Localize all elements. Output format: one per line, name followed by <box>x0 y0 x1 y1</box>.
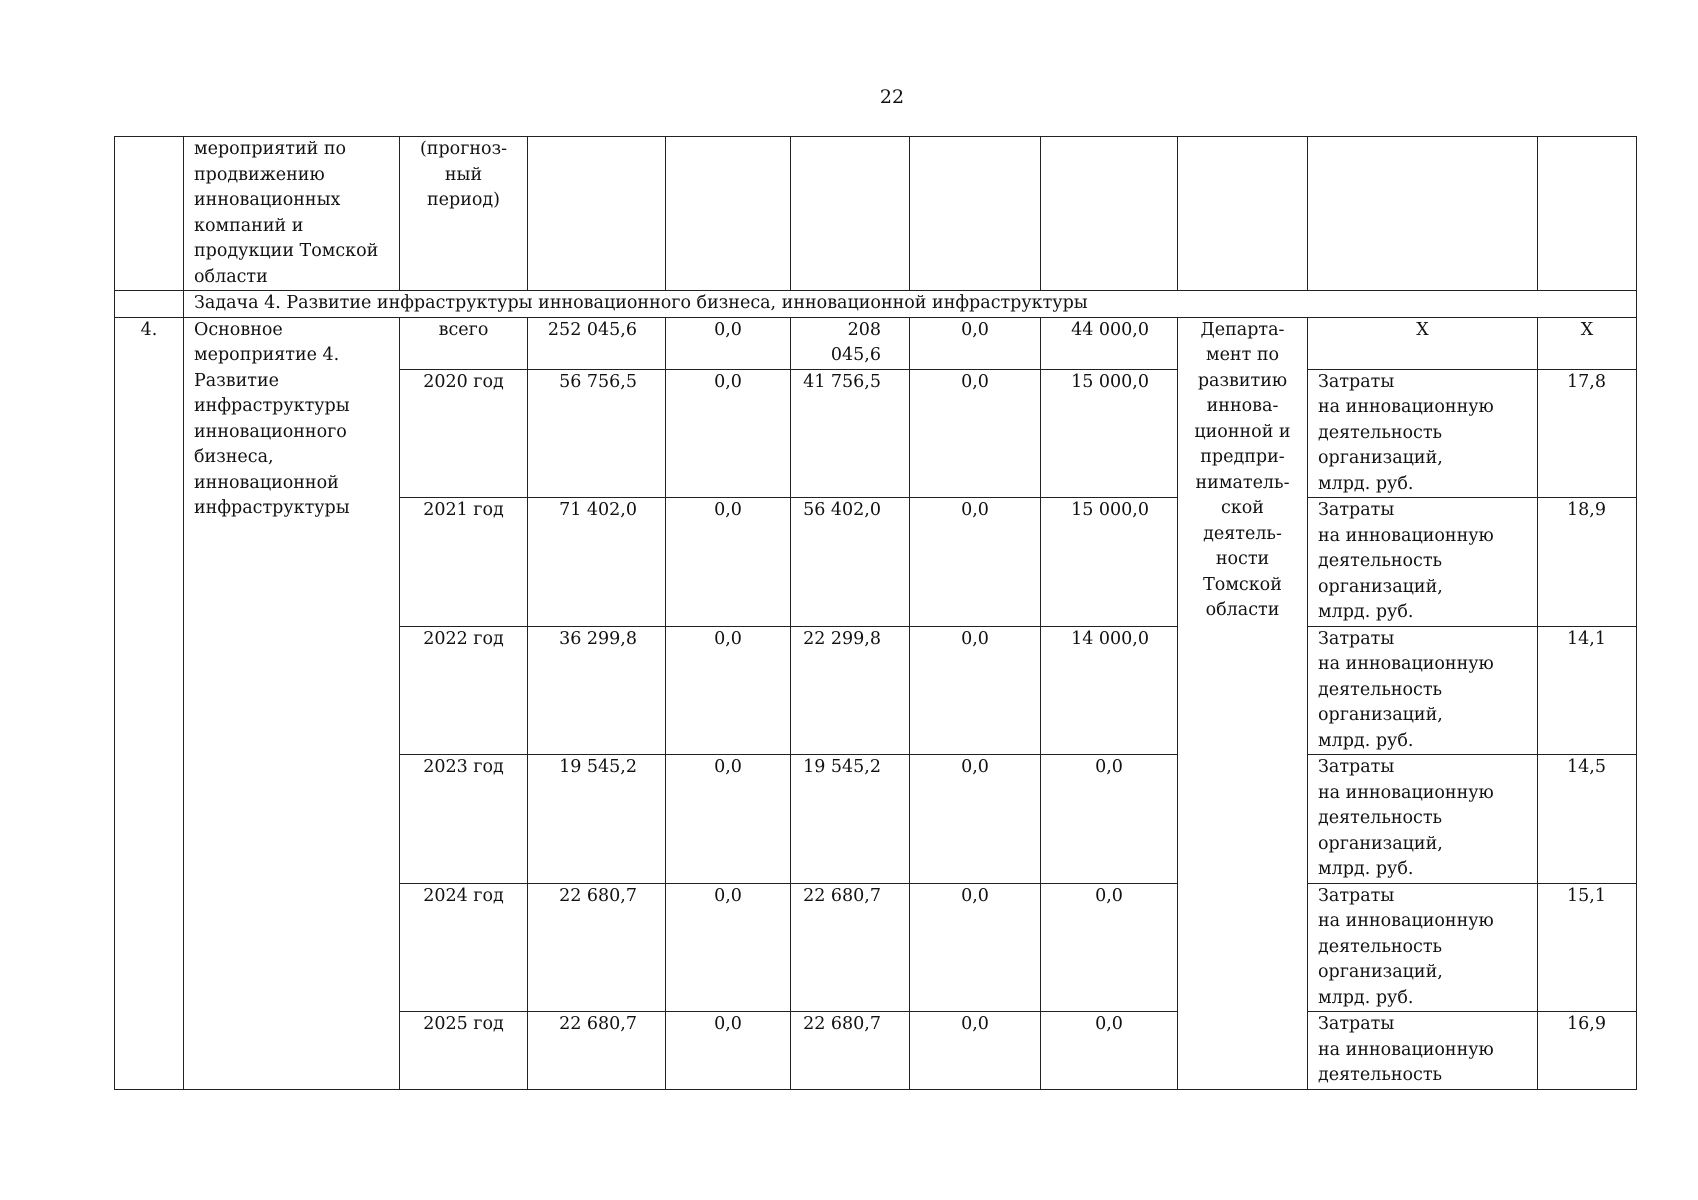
total-funding-cell: 71 402,0 <box>528 498 666 627</box>
page-number: 22 <box>879 86 905 108</box>
indicator-value-cell: 14,1 <box>1538 626 1637 755</box>
continuation-row <box>115 137 1637 291</box>
indicator-value-cell: 16,9 <box>1538 1012 1637 1090</box>
extra-funding-cell: 0,0 <box>1041 1012 1178 1090</box>
regional-funding-cell: 208 045,6 <box>791 317 910 369</box>
indicator-cell: Затраты на инновационную деятельность <box>1308 1012 1538 1090</box>
indicator-value-cell: 15,1 <box>1538 883 1637 1012</box>
period-cell: 2023 год <box>400 755 528 884</box>
regional-funding-cell: 41 756,5 <box>791 369 910 498</box>
local-funding-cell: 0,0 <box>910 498 1041 627</box>
event-name-continued: мероприятий по продвижению инновационных компаний и продукции Томской области <box>184 137 400 291</box>
total-funding-cell: 36 299,8 <box>528 626 666 755</box>
indicator-cell: Затраты на инновационную деятельность организаций, млрд. руб. <box>1308 755 1538 884</box>
empty-cell <box>910 137 1041 291</box>
local-funding-cell: 0,0 <box>910 755 1041 884</box>
period-cell: 2024 год <box>400 883 528 1012</box>
extra-funding-cell: 14 000,0 <box>1041 626 1178 755</box>
indicator-value-cell: 17,8 <box>1538 369 1637 498</box>
period-cell: (прогноз- ный период) <box>400 137 528 291</box>
task-row <box>115 291 1637 318</box>
empty-cell <box>1538 137 1637 291</box>
total-funding-cell: 19 545,2 <box>528 755 666 884</box>
total-funding-cell: 252 045,6 <box>528 317 666 369</box>
federal-funding-cell: 0,0 <box>666 1012 791 1090</box>
period-cell: 2020 год <box>400 369 528 498</box>
regional-funding-cell: 22 680,7 <box>791 1012 910 1090</box>
local-funding-cell: 0,0 <box>910 1012 1041 1090</box>
local-funding-cell: 0,0 <box>910 317 1041 369</box>
indicator-cell: Затраты на инновационную деятельность организаций, млрд. руб. <box>1308 883 1538 1012</box>
task-heading: Задача 4. Развитие инфраструктуры инновационного бизнеса, инновационной инфраструктуры <box>184 291 1637 318</box>
federal-funding-cell: 0,0 <box>666 755 791 884</box>
federal-funding-cell: 0,0 <box>666 317 791 369</box>
local-funding-cell: 0,0 <box>910 626 1041 755</box>
extra-funding-cell: 44 000,0 <box>1041 317 1178 369</box>
indicator-cell: Затраты на инновационную деятельность организаций, млрд. руб. <box>1308 626 1538 755</box>
total-funding-cell: 22 680,7 <box>528 1012 666 1090</box>
local-funding-cell: 0,0 <box>910 369 1041 498</box>
federal-funding-cell: 0,0 <box>666 498 791 627</box>
empty-cell <box>1308 137 1538 291</box>
empty-cell <box>1041 137 1178 291</box>
regional-funding-cell: 19 545,2 <box>791 755 910 884</box>
indicator-value-cell: 18,9 <box>1538 498 1637 627</box>
empty-cell <box>666 137 791 291</box>
extra-funding-cell: 0,0 <box>1041 883 1178 1012</box>
extra-funding-cell: 0,0 <box>1041 755 1178 884</box>
responsible-department: Департа- мент по развитию иннова- ционной и предпри- ниматель- ской деятель- ности Томской области <box>1178 317 1308 1089</box>
program-table <box>114 136 1637 1090</box>
period-cell: 2025 год <box>400 1012 528 1090</box>
total-funding-cell: 22 680,7 <box>528 883 666 1012</box>
regional-funding-cell: 22 299,8 <box>791 626 910 755</box>
federal-funding-cell: 0,0 <box>666 626 791 755</box>
indicator-cell: X <box>1308 317 1538 369</box>
indicator-cell: Затраты на инновационную деятельность организаций, млрд. руб. <box>1308 369 1538 498</box>
regional-funding-cell: 22 680,7 <box>791 883 910 1012</box>
period-cell: всего <box>400 317 528 369</box>
period-cell: 2022 год <box>400 626 528 755</box>
extra-funding-cell: 15 000,0 <box>1041 498 1178 627</box>
empty-cell <box>115 291 184 318</box>
empty-cell <box>1178 137 1308 291</box>
event-name: Основное мероприятие 4. Развитие инфраструктуры инновационного бизнеса, инновационной инфраструктуры <box>184 317 400 1089</box>
indicator-value-cell: X <box>1538 317 1637 369</box>
regional-funding-cell: 56 402,0 <box>791 498 910 627</box>
cell-number <box>115 137 184 291</box>
period-cell: 2021 год <box>400 498 528 627</box>
local-funding-cell: 0,0 <box>910 883 1041 1012</box>
indicator-cell: Затраты на инновационную деятельность организаций, млрд. руб. <box>1308 498 1538 627</box>
federal-funding-cell: 0,0 <box>666 883 791 1012</box>
extra-funding-cell: 15 000,0 <box>1041 369 1178 498</box>
table-row <box>115 317 1637 369</box>
empty-cell <box>528 137 666 291</box>
event-number: 4. <box>115 317 184 1089</box>
total-funding-cell: 56 756,5 <box>528 369 666 498</box>
indicator-value-cell: 14,5 <box>1538 755 1637 884</box>
federal-funding-cell: 0,0 <box>666 369 791 498</box>
empty-cell <box>791 137 910 291</box>
